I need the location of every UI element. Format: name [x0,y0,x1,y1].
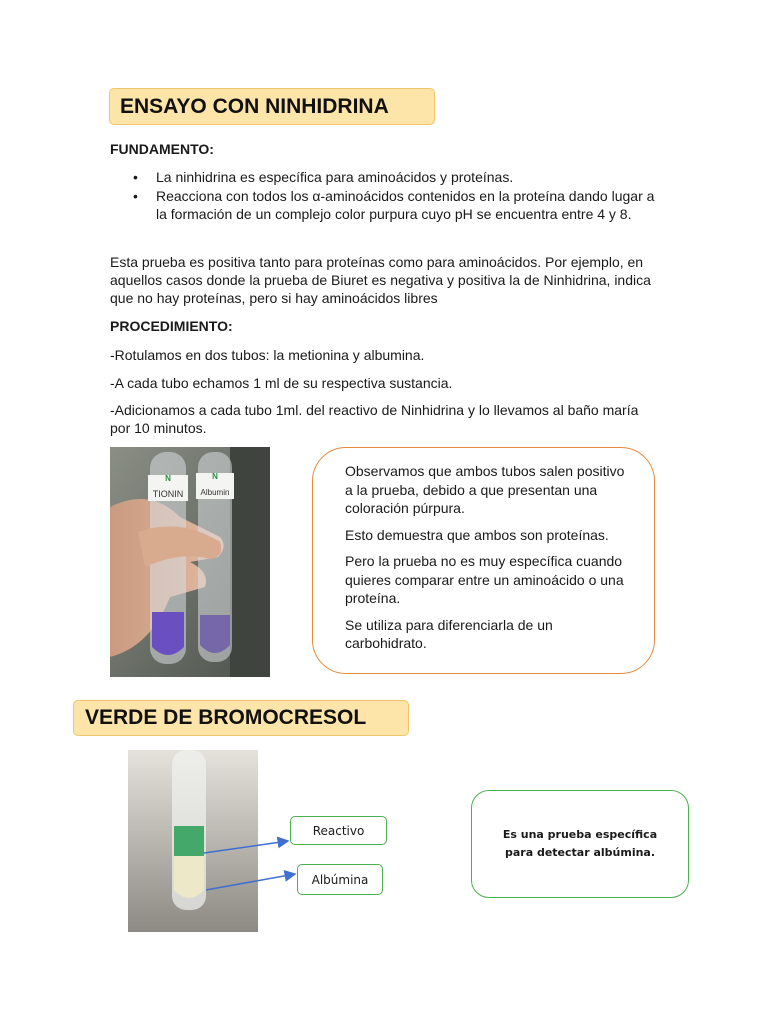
observations-box [312,447,655,674]
list-item [110,168,655,186]
step-2: -A cada tubo echamos 1 ml de su respectiva sustancia. [110,375,453,391]
test-tubes-illustration [110,447,270,677]
step-1: -Rotulamos en dos tubos: la metionina y albumina. [110,347,425,363]
bullet-icon: • [133,188,138,204]
info-box: Es una prueba específica para detectar albúmina. [471,790,689,898]
tag-albumina: Albúmina [297,864,383,895]
observation-text: Se utiliza para diferenciarla de un carbohidrato. [345,616,553,651]
fundamento-label: FUNDAMENTO: [110,141,214,157]
observation-text: Observamos que ambos tubos salen positivo a la prueba, debido a que presentan una coloración púrpura. [345,463,625,516]
fundamento-list [110,168,655,224]
list-item [110,187,655,223]
test-tubes-photo [110,447,270,677]
step-3: -Adicionamos a cada tubo 1ml. del reactivo de Ninhidrina y lo llevamos al baño maría por 10 minutos. [110,402,639,436]
explanation-paragraph: Esta prueba es positiva tanto para proteínas como para aminoácidos. Por ejemplo, en aquellos casos donde la prueba de Biuret es negativa y positiva la de Ninhidrina, indica que no hay proteínas, pero si hay aminoácidos libres [110,254,651,306]
section-title-bromocresol: VERDE DE BROMOCRESOL [73,700,409,736]
section-title-ninhidrina: ENSAYO CON NINHIDRINA [109,88,435,125]
svg-text:N: N [165,474,171,483]
tube-label-metionina: TIONIN [152,489,184,499]
bromocresol-tube-illustration [128,750,258,932]
tag-reactivo: Reactivo [290,816,387,845]
bullet-text: Reacciona con todos los α-aminoácidos contenidos en la proteína dando lugar a la formación de un complejo color purpura cuyo pH se encuentra entre 4 y 8. [156,188,655,222]
svg-text:N: N [212,472,218,481]
bullet-icon: • [133,169,138,185]
tube-label-albumina: Albumin [200,488,230,497]
bullet-text: La ninhidrina es específica para aminoácidos y proteínas. [156,169,514,185]
procedimiento-label: PROCEDIMIENTO: [110,318,233,334]
observation-text: Esto demuestra que ambos son proteínas. [345,526,609,543]
observation-text: Pero la prueba no es muy específica cuando quieres comparar entre un aminoácido o una proteína. [345,553,624,606]
bromocresol-tube-photo [128,750,258,932]
